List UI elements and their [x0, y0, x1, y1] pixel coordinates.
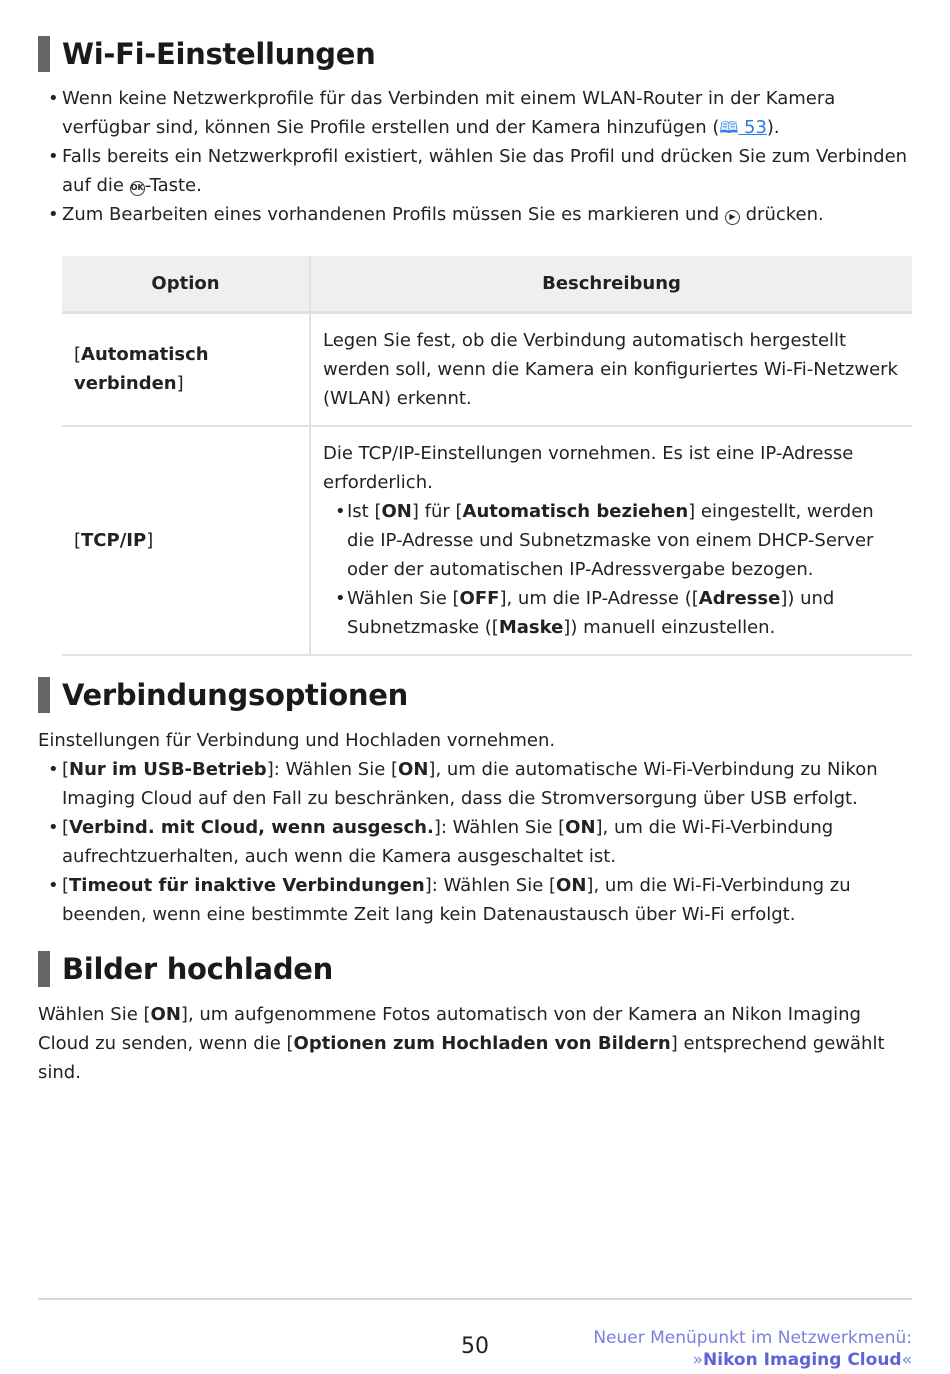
option-cell: [TCP/IP] [62, 426, 310, 655]
table-row [62, 312, 912, 426]
column-header-description: Beschreibung [310, 256, 912, 312]
page-link[interactable]: 🕮 53 [719, 117, 767, 138]
heading-bar [38, 677, 50, 713]
book-icon: 🕮 [719, 118, 739, 137]
section-title-wifi: Wi-Fi-Einstellungen [38, 36, 375, 72]
sub-bullet-list [323, 497, 900, 642]
list-item: • Falls bereits ein Netzwerkprofil existiert, wählen Sie das Profil und drücken Sie zum Verbinden auf die OK-Taste. [48, 142, 908, 200]
description-cell: Die TCP/IP-Einstellungen vornehmen. Es ist eine IP-Adresse erforderlich. • Ist [ON] für [Automatisch beziehen] eingestellt, werden die IP-Adresse und Subnetzmaske von einem DHCP-Server oder der automatischen IP-Adressvergabe bezogen. • Wählen Sie [OFF], um die IP-Adresse ([Adresse]) und Subnetzmaske ([Maske]) manuell einzustellen. [310, 426, 912, 655]
description-cell: Legen Sie fest, ob die Verbindung automatisch hergestellt werden soll, wenn die Kamera ein konfiguriertes Wi-Fi-Netzwerk (WLAN) erkennt. [310, 312, 912, 426]
list-item: • Wenn keine Netzwerkprofile für das Verbinden mit einem WLAN-Router in der Kamera verfügbar sind, können Sie Profile erstellen und der Kamera hinzufügen (🕮 53). [48, 84, 908, 142]
multi-selector-right-icon: ▶ [725, 210, 740, 225]
upload-paragraph: Wählen Sie [ON], um aufgenommene Fotos automatisch von der Kamera an Nikon Imaging Cloud zu senden, wenn die [Optionen zum Hochladen von Bildern] entsprechend gewählt sind. [38, 1004, 885, 1083]
table-row [62, 426, 912, 655]
ok-button-icon: OK [130, 181, 145, 196]
section-title-upload-images: Bilder hochladen [38, 951, 333, 987]
heading-bar [38, 951, 50, 987]
list-item: • [Timeout für inaktive Verbindungen]: Wählen Sie [ON], um die Wi-Fi-Verbindung zu beenden, wenn eine bestimmte Zeit lang kein Datenaustausch über Wi-Fi erfolgt. [48, 871, 908, 929]
list-item: • Zum Bearbeiten eines vorhandenen Profils müssen Sie es markieren und ▶ drücken. [48, 200, 908, 229]
connection-bullet-list [48, 755, 908, 929]
list-item: • Ist [ON] für [Automatisch beziehen] eingestellt, werden die IP-Adresse und Subnetzmaske von einem DHCP-Server oder der automatischen IP-Adressvergabe bezogen. [335, 497, 900, 584]
page-number: 50 [461, 1334, 489, 1359]
heading-bar [38, 36, 50, 72]
option-cell: [Automatisch verbinden] [62, 312, 310, 426]
wifi-bullet-list [48, 84, 908, 229]
list-item: • Wählen Sie [OFF], um die IP-Adresse ([Adresse]) und Subnetzmaske ([Maske]) manuell einzustellen. [335, 584, 900, 642]
list-item: • [Verbind. mit Cloud, wenn ausgesch.]: Wählen Sie [ON], um die Wi-Fi-Verbindung aufrechtzuerhalten, auch wenn die Kamera ausgeschaltet ist. [48, 813, 908, 871]
section-title-connection-options: Verbindungsoptionen [38, 677, 408, 713]
column-header-option: Option [62, 256, 310, 312]
section-intro: Einstellungen für Verbindung und Hochladen vornehmen. [38, 730, 556, 751]
options-table [62, 256, 912, 656]
footer-divider [38, 1298, 912, 1300]
footer-chapter-link[interactable]: Neuer Menüpunkt im Netzwerkmenü: »Nikon Imaging Cloud« [593, 1328, 912, 1370]
list-item: • [Nur im USB-Betrieb]: Wählen Sie [ON], um die automatische Wi-Fi-Verbindung zu Nikon Imaging Cloud auf den Fall zu beschränken, dass die Stromversorgung über USB erfolgt. [48, 755, 908, 813]
